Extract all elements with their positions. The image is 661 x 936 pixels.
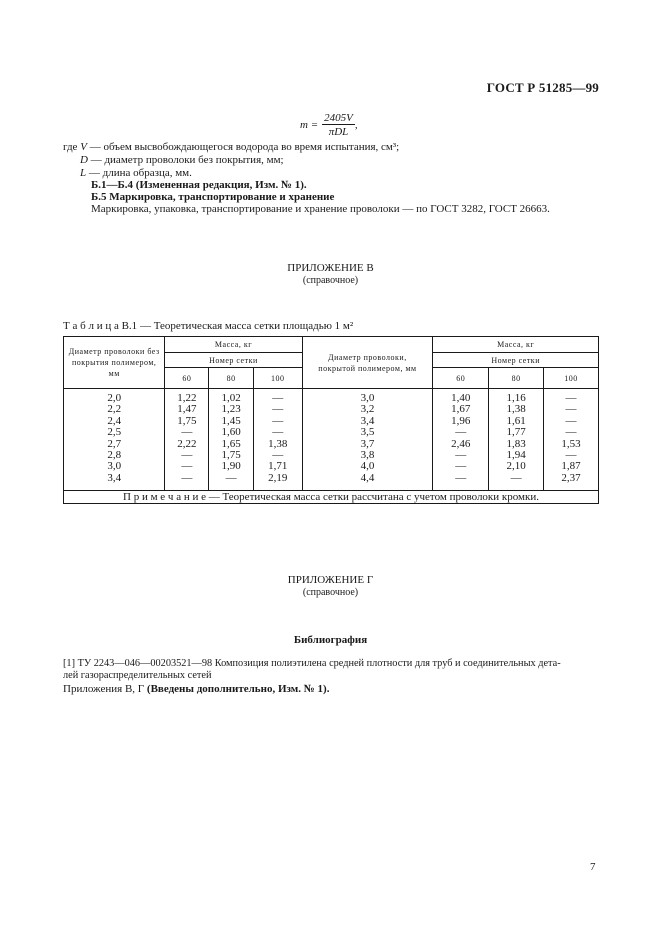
- column-right-diameter: 3,0 3,2 3,4 3,5 3,7 3,8 4,0 4,4: [302, 389, 433, 491]
- column-left-60: 1,22 1,47 1,75 — 2,22 — — —: [165, 389, 209, 491]
- col-header-mass-right: Масса, кг: [433, 337, 599, 353]
- bibliography-item-1-line-2: лей газораспределительных сетей: [63, 670, 212, 681]
- mass-table: [63, 336, 599, 504]
- bibliography-heading: Библиография: [293, 634, 368, 646]
- column-right-80: 1,16 1,38 1,61 1,77 1,83 1,94 2,10 —: [489, 389, 544, 491]
- col-header-diameter-bare: Диаметр проволоки без покрытия полимером, мм: [64, 337, 165, 389]
- formula-denominator: πDL: [328, 126, 349, 138]
- bibliography-item-1-line-1: [1] ТУ 2243—046—00203521—98 Композиция полиэтилена средней плотности для труб и соединительных дета-: [63, 658, 561, 669]
- appendix-v-subtitle: (справочное): [302, 275, 359, 286]
- formula-fraction: [322, 112, 355, 138]
- mesh-60-right: 60: [433, 368, 489, 389]
- where-line-d: D — диаметр проволоки без покрытия, мм;: [80, 154, 284, 166]
- change-note: Б.1—Б.4 (Измененная редакция, Изм. № 1).: [91, 179, 307, 191]
- appendix-note: Приложения В, Г (Введены дополнительно, Изм. № 1).: [63, 683, 330, 695]
- appendix-g-title: ПРИЛОЖЕНИЕ Г: [287, 574, 374, 586]
- document-code: ГОСТ Р 51285—99: [486, 80, 599, 95]
- column-right-60: 1,40 1,67 1,96 — 2,46 — — —: [433, 389, 489, 491]
- mesh-80-left: 80: [209, 368, 254, 389]
- formula-numerator: 2405V: [324, 112, 353, 124]
- mesh-100-right: 100: [544, 368, 599, 389]
- formula-lhs: m =: [300, 119, 319, 131]
- where-line-l: L — длина образца, мм.: [80, 167, 192, 179]
- appendix-g-subtitle: (справочное): [302, 587, 359, 598]
- mesh-100-left: 100: [254, 368, 302, 389]
- col-header-mesh-left: Номер сетки: [165, 353, 302, 368]
- column-right-100: — — — — 1,53 — 1,87 2,37: [544, 389, 599, 491]
- col-header-mesh-right: Номер сетки: [433, 353, 599, 368]
- where-line-v: где V — объем высвобождающегося водорода во время испытания, см³;: [63, 141, 400, 153]
- column-left-80: 1,02 1,23 1,45 1,60 1,65 1,75 1,90 —: [209, 389, 254, 491]
- formula: [300, 112, 358, 138]
- col-header-mass-left: Масса, кг: [165, 337, 302, 353]
- table-note: П р и м е ч а н и е — Теоретическая масса сетки рассчитана с учетом проволоки кромки.: [64, 491, 599, 504]
- mesh-80-right: 80: [489, 368, 544, 389]
- section-body: Маркировка, упаковка, транспортирование и хранение проволоки — по ГОСТ 3282, ГОСТ 26663.: [91, 203, 550, 215]
- mesh-60-left: 60: [165, 368, 209, 389]
- col-header-diameter-coated: Диаметр проволоки, покрытой полимером, мм: [302, 337, 433, 389]
- formula-tail: ,: [354, 119, 358, 131]
- table-caption: Т а б л и ц а В.1 — Теоретическая масса сетки площадью 1 м²: [63, 320, 354, 332]
- appendix-v-title: ПРИЛОЖЕНИЕ В: [287, 262, 374, 274]
- column-left-diameter: 2,0 2,2 2,4 2,5 2,7 2,8 3,0 3,4: [64, 389, 165, 491]
- page-number: 7: [590, 861, 596, 873]
- column-left-100: — — — — 1,38 — 1,71 2,19: [254, 389, 302, 491]
- section-heading: Б.5 Маркировка, транспортирование и хранение: [91, 191, 335, 203]
